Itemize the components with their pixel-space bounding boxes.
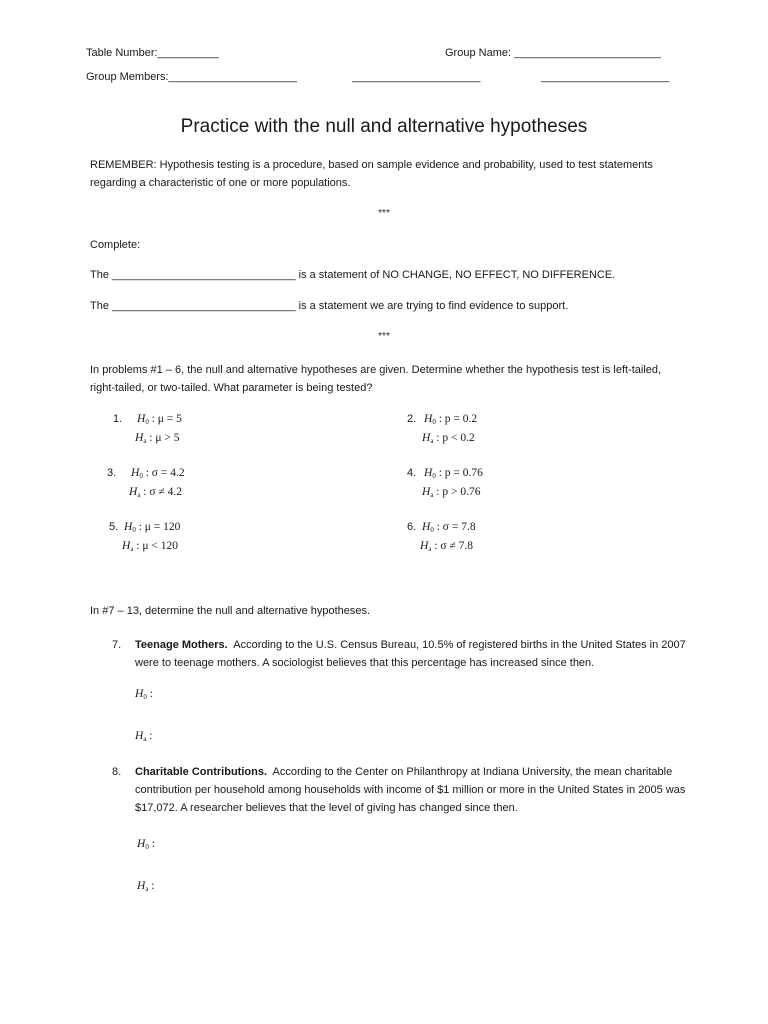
fill-in-prefix: The (90, 300, 109, 312)
q7-null-hypothesis: $H_0$ : (135, 688, 153, 701)
separator-2: *** (378, 331, 390, 342)
hypothesis-expression: σ ≠ 7.8 (440, 540, 474, 552)
hypothesis-expression: μ < 120 (142, 540, 179, 552)
null-hypothesis: $H_0$ : μ = 120 (124, 521, 181, 534)
alternative-hypothesis: $H_a$ : p > 0.76 (422, 486, 481, 499)
hypothesis-expression: p < 0.2 (442, 432, 475, 444)
alternative-hypothesis: $H_a$ : μ < 120 (122, 540, 179, 553)
remember-paragraph: REMEMBER: Hypothesis testing is a procedure, based on sample evidence and probability, used to test statements regarding a characteristic of one or more populations. (90, 159, 653, 189)
question-title: Charitable Contributions. (135, 766, 267, 778)
q8-null-hypothesis: $H_0$ : (137, 838, 155, 851)
separator-1: *** (378, 208, 390, 219)
hypothesis-expression: μ > 5 (155, 432, 180, 444)
null-hypothesis: $H_0$ : σ = 4.2 (131, 467, 185, 480)
question-text: According to the Center on Philanthropy at Indiana University, the mean charitable contribution per household among households with income of $1 million or more in the United States in 2005 was $17,072. A researcher believes that the level of giving has changed since then. (135, 766, 686, 814)
question-text: According to the U.S. Census Bureau, 10.5% of registered births in the United States in 2007 were to teenage mothers. A sociologist believes that this percentage has increased since then. (135, 639, 686, 669)
hypothesis-expression: σ = 4.2 (151, 467, 185, 479)
hypothesis-expression: p = 0.76 (444, 467, 483, 479)
problem-number: 6. (407, 521, 417, 533)
question-title: Teenage Mothers. (135, 639, 228, 651)
fill-in-suffix: is a statement of NO CHANGE, NO EFFECT, NO DIFFERENCE. (298, 269, 616, 281)
page-title: Practice with the null and alternative hypotheses (180, 116, 588, 137)
problem-number: 1. (113, 413, 123, 425)
alternative-hypothesis: $H_a$ : p < 0.2 (422, 432, 475, 445)
question-8 (112, 763, 692, 817)
alternative-hypothesis: $H_a$ : σ ≠ 7.8 (420, 540, 474, 553)
hypothesis-expression: μ = 120 (144, 521, 181, 533)
table-number-field: Table Number:__________ (86, 47, 219, 59)
q8-alt-hypothesis: $H_a$ : (137, 880, 155, 893)
complete-label: Complete: (90, 239, 141, 251)
problem-number: 2. (407, 413, 417, 425)
null-hypothesis: $H_0$ : σ = 7.8 (422, 521, 476, 534)
fill-in-blank: ______________________________ (112, 269, 296, 281)
fill-in-blank: ______________________________ (112, 300, 296, 312)
hypothesis-expression: p > 0.76 (442, 486, 481, 498)
section2-intro: In #7 – 13, determine the null and alternative hypotheses. (90, 605, 371, 617)
alternative-hypothesis: $H_a$ : μ > 5 (135, 432, 180, 445)
null-hypothesis: $H_0$ : μ = 5 (137, 413, 182, 426)
group-member-blank-3: _____________________ (541, 71, 670, 83)
question-number: 8. (112, 766, 122, 778)
alternative-hypothesis: $H_a$ : σ ≠ 4.2 (129, 486, 183, 499)
hypothesis-expression: σ ≠ 4.2 (149, 486, 183, 498)
fill-in-statement-1 (90, 269, 615, 281)
question-number: 7. (112, 639, 122, 651)
fill-in-suffix: is a statement we are trying to find evidence to support. (298, 300, 569, 312)
q7-alt-hypothesis: $H_a$ : (135, 730, 153, 743)
group-members-field: Group Members:_____________________ (86, 71, 297, 83)
hypothesis-expression: p = 0.2 (444, 413, 478, 425)
problems-intro: In problems #1 – 6, the null and alternative hypotheses are given. Determine whether the hypothesis test is left-tailed, right-tailed, or two-tailed. What parameter is being tested? (90, 364, 662, 394)
fill-in-statement-2 (90, 300, 568, 312)
null-hypothesis: $H_0$ : p = 0.76 (424, 467, 483, 480)
group-name-field: Group Name: ________________________ (445, 47, 661, 59)
hypothesis-expression: μ = 5 (157, 413, 182, 425)
problem-number: 3. (107, 467, 117, 479)
fill-in-prefix: The (90, 269, 109, 281)
group-member-blank-2: _____________________ (352, 71, 481, 83)
problem-number: 4. (407, 467, 417, 479)
null-hypothesis: $H_0$ : p = 0.2 (424, 413, 478, 426)
question-7 (112, 636, 692, 672)
hypothesis-expression: σ = 7.8 (442, 521, 476, 533)
problem-number: 5. (109, 521, 119, 533)
